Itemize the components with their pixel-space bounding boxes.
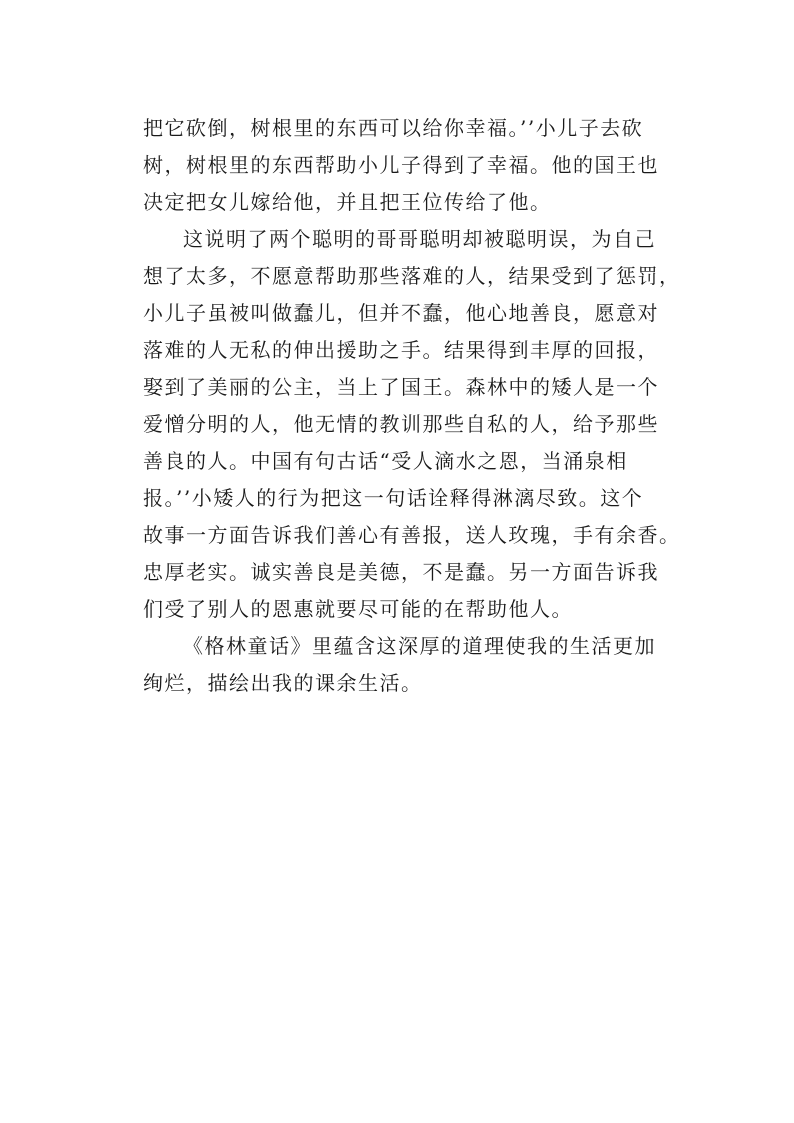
text-line: 小儿子虽被叫做蠢儿，但并不蠢，他心地善良，愿意对 bbox=[143, 301, 659, 325]
text-line: 想了太多，不愿意帮助那些落难的人，结果受到了惩罚， bbox=[143, 264, 681, 288]
text-line: 树，树根里的东西帮助小儿子得到了幸福。他的国王也 bbox=[143, 153, 659, 177]
text-line: 《格林童话》里蕴含这深厚的道理使我的生活更加 bbox=[183, 634, 656, 658]
text-line: 故事一方面告诉我们善心有善报，送人玫瑰，手有余香。 bbox=[143, 523, 681, 547]
text-line: 善良的人。中国有句古话“受人滴水之恩，当涌泉相 bbox=[143, 449, 628, 473]
text-line: 们受了别人的恩惠就要尽可能的在帮助他人。 bbox=[143, 597, 573, 621]
paragraph bbox=[143, 221, 683, 628]
paragraph bbox=[143, 628, 683, 702]
text-line: 落难的人无私的伸出援助之手。结果得到丰厚的回报， bbox=[143, 338, 659, 362]
text-line: 绚烂，描绘出我的课余生活。 bbox=[143, 671, 423, 695]
text-line: 爱憎分明的人，他无情的教训那些自私的人，给予那些 bbox=[143, 412, 659, 436]
paragraph bbox=[143, 110, 683, 221]
text-line: 这说明了两个聪明的哥哥聪明却被聪明误，为自己 bbox=[183, 227, 656, 251]
essay-body bbox=[143, 110, 683, 702]
text-line: 报。’’小矮人的行为把这一句话诠释得淋漓尽致。这个 bbox=[143, 486, 644, 510]
text-line: 娶到了美丽的公主，当上了国王。森林中的矮人是一个 bbox=[143, 375, 659, 399]
text-line: 忠厚老实。诚实善良是美德，不是蠢。另一方面告诉我 bbox=[143, 560, 659, 584]
text-line: 把它砍倒，树根里的东西可以给你幸福。’’小儿子去砍 bbox=[143, 116, 644, 140]
text-line: 决定把女儿嫁给他，并且把王位传给了他。 bbox=[143, 190, 552, 214]
